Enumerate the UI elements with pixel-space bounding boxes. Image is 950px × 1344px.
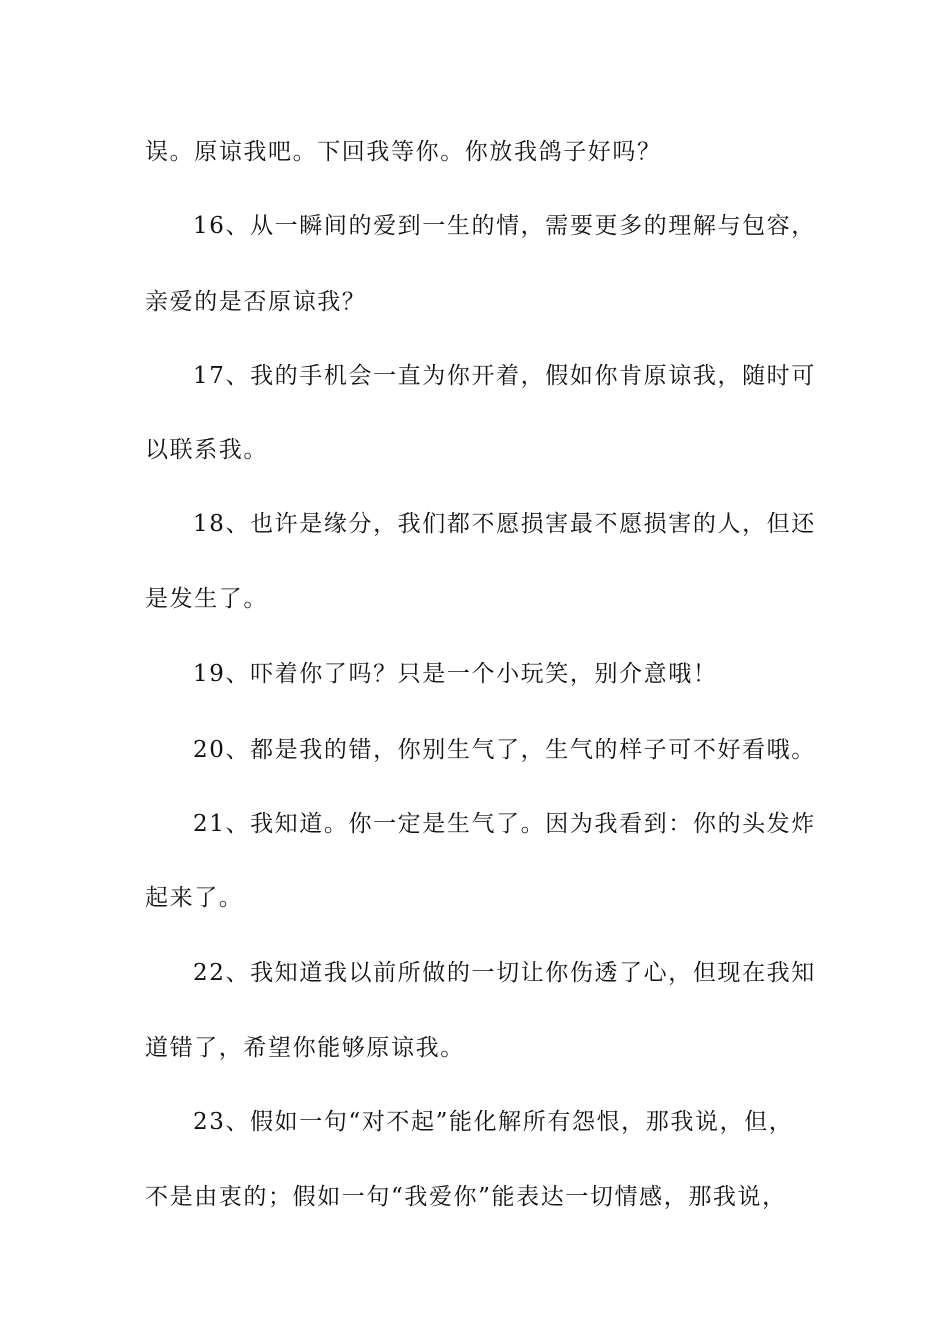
text-line-6: 18、也许是缘分，我们都不愿损害最不愿损害的人，但还: [193, 511, 816, 537]
text-line-15: 不是由衷的；假如一句“我爱你”能表达一切情感，那我说，: [145, 1184, 787, 1210]
text-line-14: 23、假如一句“对不起”能化解所有怨恨，那我说，但，: [193, 1109, 794, 1135]
text-line-13: 道错了，希望你能够原谅我。: [145, 1035, 465, 1061]
text-line-1: 误。原谅我吧。下回我等你。你放我鸽子好吗？: [145, 139, 662, 165]
text-line-3: 亲爱的是否原谅我？: [145, 289, 367, 315]
text-line-11: 起来了。: [145, 885, 244, 911]
text-line-9: 20、都是我的错，你别生气了，生气的样子可不好看哦。: [193, 737, 816, 763]
text-line-10: 21、我知道。你一定是生气了。因为我看到：你的头发炸: [193, 811, 816, 837]
text-line-8: 19、吓着你了吗？只是一个小玩笑，别介意哦！: [193, 661, 718, 687]
text-line-5: 以联系我。: [145, 437, 268, 463]
text-line-4: 17、我的手机会一直为你开着，假如你肯原谅我，随时可: [193, 363, 816, 389]
text-line-7: 是发生了。: [145, 586, 268, 612]
text-line-2: 16、从一瞬间的爱到一生的情，需要更多的理解与包容，: [193, 213, 816, 239]
text-line-12: 22、我知道我以前所做的一切让你伤透了心，但现在我知: [193, 960, 816, 986]
